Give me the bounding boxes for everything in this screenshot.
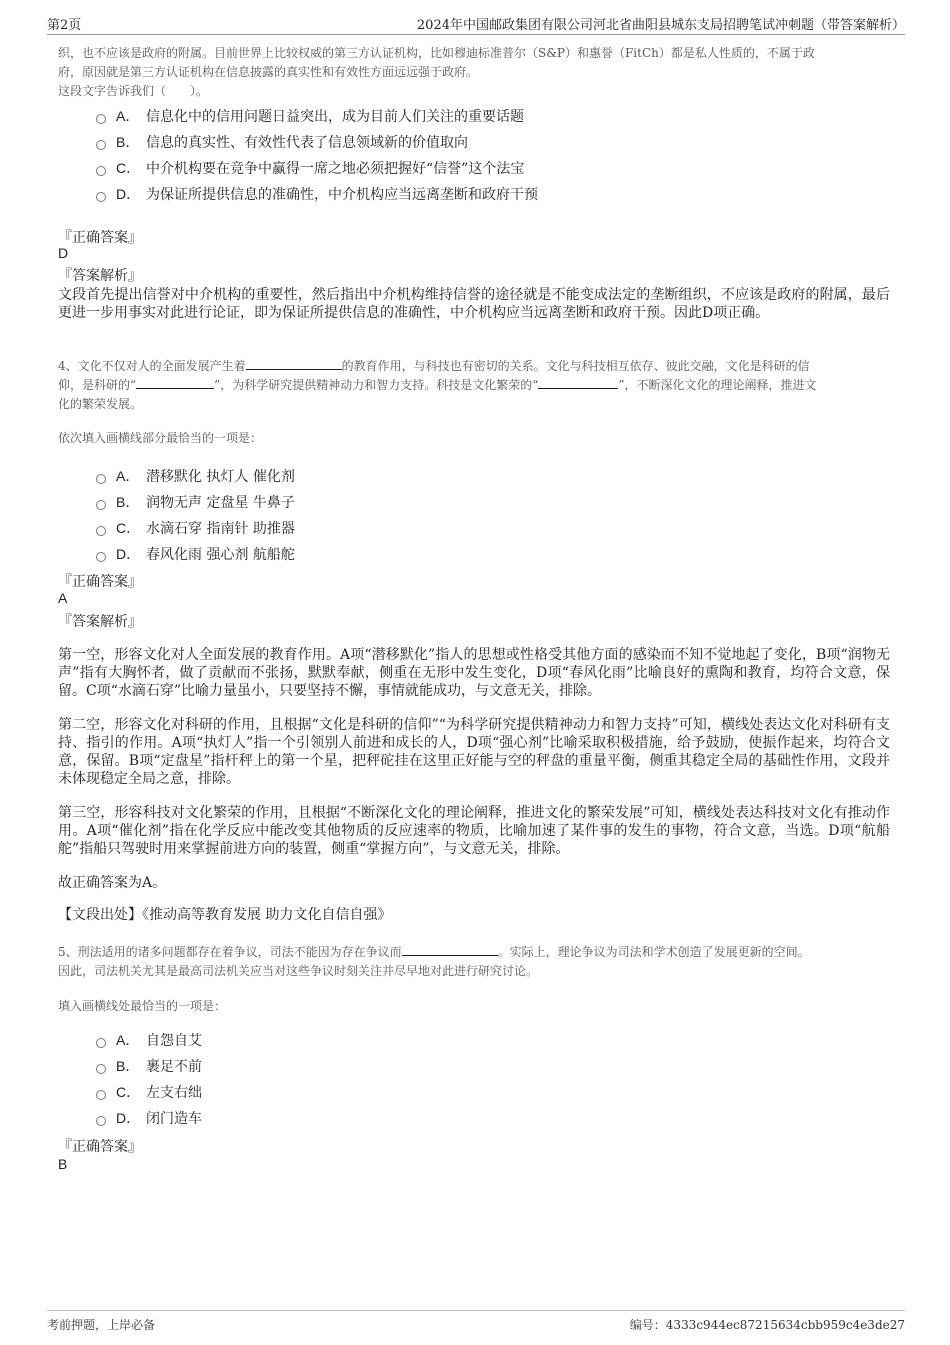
blank-line [136,376,214,389]
q3-intro [58,44,898,101]
q5-options [96,1027,202,1131]
q4-analysis-para3: 第三空，形容科技对文化繁荣的作用，且根据“不断深化文化的理论阐释，推进文化的繁荣发展”可知，横线处表达科技对文化有推动作用。A项“催化剂”指在化学反应中能改变其他物质的反应速率的物质，比喻加速了某件事的发生的事物，符合文意，当选。D项“航船舵”指船只驾驶时用来掌握前进方向的装置，侧重“掌握方向”，与文意无关，排除。 [58,805,890,857]
radio-icon[interactable] [96,1064,106,1074]
q4-option-d[interactable]: D． 春风化雨 强心剂 航船舵 [96,541,295,567]
q3-intro-line1: 织，也不应该是政府的附属。目前世界上比较权威的第三方认证机构，比如穆迪标准普尔（S&P）和惠誉（FitCh）都是私人性质的，不属于政 [58,46,815,60]
q3-analysis: 文段首先提出信誉对中介机构的重要性，然后指出中介机构维持信誉的途径就是不能变成法定的垄断组织，不应该是政府的附属，最后更进一步用事实对此进行论证，即为保证所提供信息的准确性，中介机构应当远离垄断和政府干预。因此D项正确。 [58,287,890,321]
radio-icon[interactable] [96,552,106,562]
q4-analysis-para1: 第一空，形容文化对人全面发展的教育作用。A项“潜移默化”指人的思想或性格受其他方面的感染而不知不觉地起了变化，B项“润物无声”指有大胸怀者，做了贡献而不张扬，默默奉献，侧重在无形中发生变化，D项“春风化雨”比喻良好的熏陶和教育，均符合文意，保留。C项“水滴石穿”比喻力量虽小，只要坚持不懈，事情就能成功，与文意无关，排除。 [58,647,890,699]
radio-icon[interactable] [96,474,106,484]
q3-option-b[interactable]: B． 信息的真实性、有效性代表了信息领域新的价值取向 [96,129,538,155]
q3-intro-line2: 府，原因就是第三方认证机构在信息披露的真实性和有效性方面远远强于政府。 [58,65,479,79]
q4-analysis-label: 『答案解析』 [58,614,142,630]
radio-icon[interactable] [96,500,106,510]
q5-option-d[interactable]: D． 闭门造车 [96,1105,202,1131]
page-header [47,14,905,35]
q4-conclusion: 故正确答案为A。 [58,875,167,891]
q5-answer: B [58,1156,68,1172]
q5-stem: 5、刑法适用的诸多问题都存在着争议，司法不能因为存在争议而 。实际上，理论争议为司法和学术创造了发展更新的空间。 因此，司法机关尤其是最高司法机关应当对这些争议时刻关注并尽早地对此进行研究讨论。 [58,945,810,978]
q3-options [96,103,538,207]
q4-prompt: 依次填入画横线部分最恰当的一项是： [58,431,263,445]
q4-stem: 4、文化不仅对人的全面发展产生着 的教育作用，与科技也有密切的关系。文化与科技相互依存、彼此交融，文化是科研的信 仰，是科研的“ ”，为科学研究提供精神动力和智力支持。科技是文化繁荣的“ ”，不断深化文化的理论阐释，推进文 化的繁荣发展。 [58,359,817,411]
q4-source: 【文段出处】《推动高等教育发展 助力文化自信自强》 [58,907,392,923]
radio-icon[interactable] [96,166,106,176]
q5-prompt: 填入画横线处最恰当的一项是： [58,999,227,1013]
q4-answer: A [58,590,68,606]
q4-analysis-para2: 第二空，形容文化对科研的作用，且根据“文化是科研的信仰”“为科学研究提供精神动力和智力支持”可知，横线处表达文化对科研有支持、指引的作用。A项“执灯人”指一个引领别人前进和成长的人，D项“强心剂”比喻采取积极措施，给予鼓励，使振作起来，均符合文意，保留。B项“定盘星”指杆秤上的第一个星，把秤砣挂在这里正好能与空的秤盘的重量平衡，侧重其稳定全局的基础性作用，文段并未体现稳定全局之意，排除。 [58,717,890,787]
q3-answer-label: 『正确答案』 [58,230,142,246]
q5-answer-label: 『正确答案』 [58,1139,142,1155]
page-number: 第2页 [47,18,82,33]
q4-option-c[interactable]: C． 水滴石穿 指南针 助推器 [96,515,295,541]
document-title: 2024年中国邮政集团有限公司河北省曲阳县城东支局招聘笔试冲刺题（带答案解析） [416,18,905,33]
q5-option-b[interactable]: B． 裹足不前 [96,1053,202,1079]
q3-prompt: 这段文字告诉我们（ ）。 [58,84,209,98]
blank-line [246,357,342,370]
q3-analysis-label: 『答案解析』 [58,268,142,284]
blank-line [538,376,618,389]
radio-icon[interactable] [96,114,106,124]
page-footer [47,1310,905,1333]
q4-option-a[interactable]: A． 潜移默化 执灯人 催化剂 [96,463,295,489]
q3-option-c[interactable]: C． 中介机构要在竞争中赢得一席之地必须把握好“信誉”这个法宝 [96,155,538,181]
q3-option-a[interactable]: A． 信息化中的信用问题日益突出，成为目前人们关注的重要话题 [96,103,538,129]
blank-line [402,943,498,956]
q5-option-c[interactable]: C． 左支右绌 [96,1079,202,1105]
q4-options [96,463,295,567]
q5-option-a[interactable]: A． 自怨自艾 [96,1027,202,1053]
radio-icon[interactable] [96,1090,106,1100]
radio-icon[interactable] [96,140,106,150]
footer-slogan: 考前押题，上岸必备 [47,1318,156,1332]
radio-icon[interactable] [96,1116,106,1126]
radio-icon[interactable] [96,192,106,202]
q4-option-b[interactable]: B． 润物无声 定盘星 牛鼻子 [96,489,295,515]
q3-option-d[interactable]: D． 为保证所提供信息的准确性，中介机构应当远离垄断和政府干预 [96,181,538,207]
q3-answer: D [58,245,69,261]
radio-icon[interactable] [96,1038,106,1048]
document-code: 编号：4333c944ec87215634cbb959c4e3de27 [629,1318,905,1332]
radio-icon[interactable] [96,526,106,536]
q4-answer-label: 『正确答案』 [58,574,142,590]
